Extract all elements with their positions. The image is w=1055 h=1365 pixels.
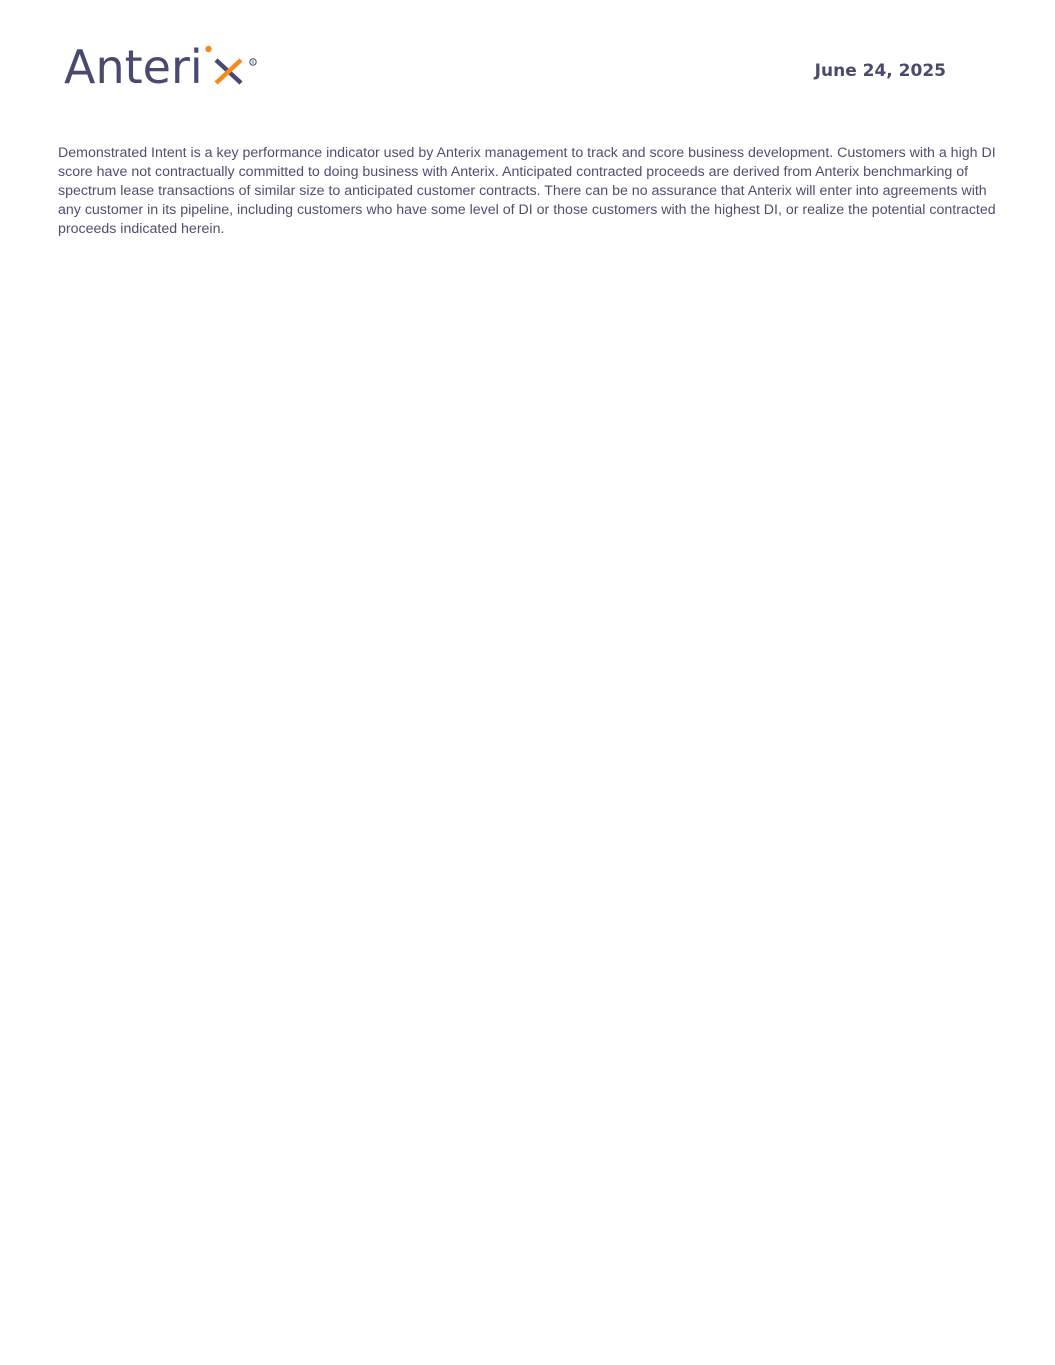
svg-text:Anteri: Anteri (64, 40, 203, 92)
disclaimer-paragraph: Demonstrated Intent is a key performance indicator used by Anterix management to track and score business development. Customers with a high DI score have not contractually committed to doing business with Anterix. Anticipated contracted proceeds are derived from Anterix benchmarking of spectrum lease transactions of similar size to anticipated customer contracts. There can be no assurance that Anterix will enter into agreements with any customer in its pipeline, including customers who have some level of DI or those customers with the highest DI, or realize the potential contracted proceeds indicated herein. (58, 145, 996, 237)
document-date: June 24, 2025 (814, 61, 946, 81)
svg-text:R: R (251, 61, 255, 66)
anterix-logo (64, 40, 264, 92)
